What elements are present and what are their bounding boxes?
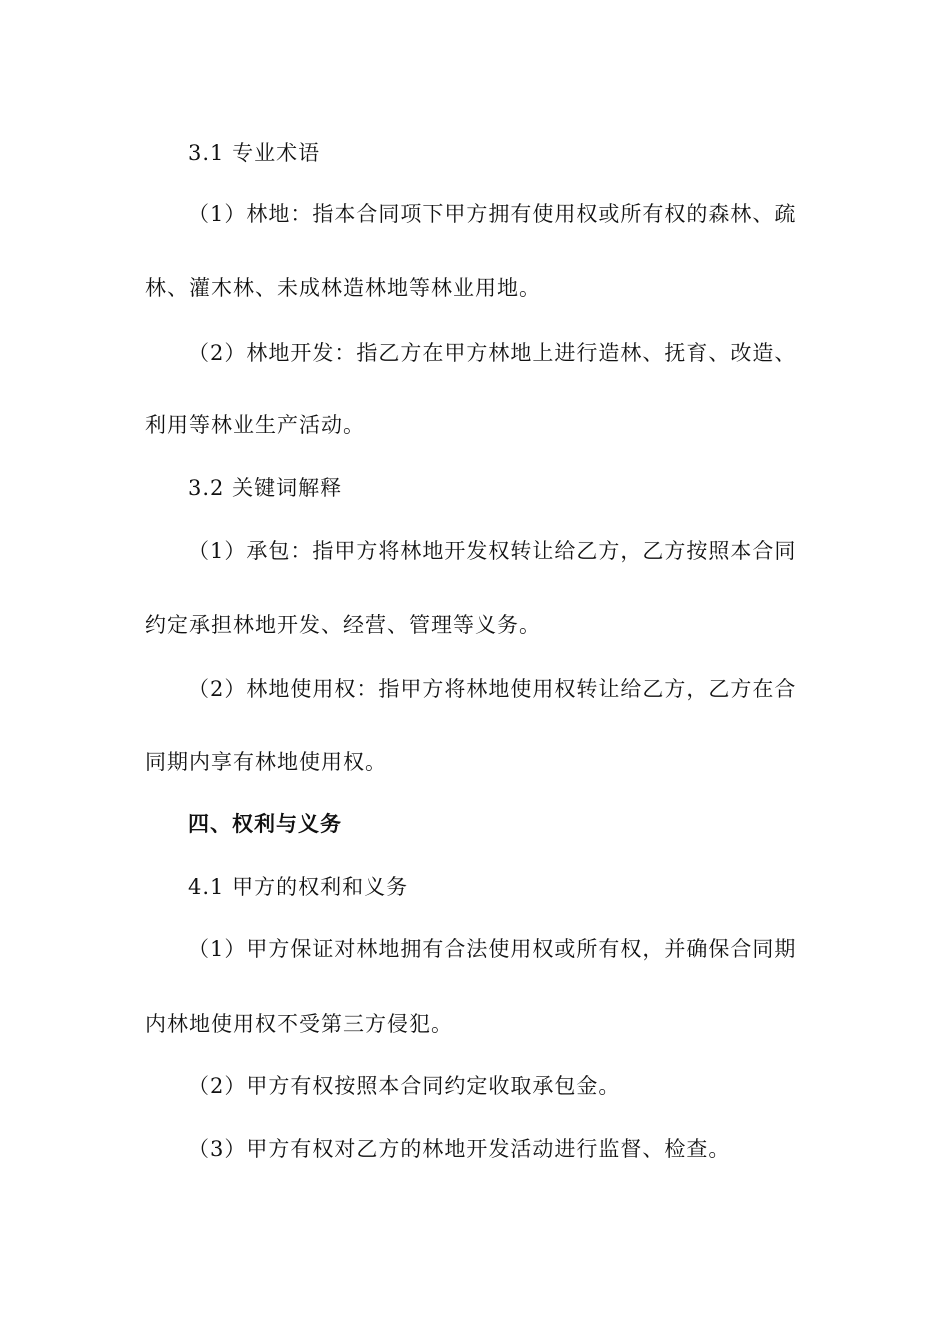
paragraph-line: （1）甲方保证对林地拥有合法使用权或所有权，并确保合同期 [188,937,797,961]
paragraph-line: （2）林地使用权：指甲方将林地使用权转让给乙方，乙方在合 [188,677,797,701]
paragraph-line: 林、灌木林、未成林造林地等林业用地。 [145,276,541,300]
subsection-heading-3-1: 3.1 专业术语 [188,141,321,165]
section-heading-4: 四、权利与义务 [188,812,342,836]
paragraph-line: 内林地使用权不受第三方侵犯。 [145,1012,453,1036]
paragraph-line: 同期内享有林地使用权。 [145,750,387,774]
subsection-heading-4-1: 4.1 甲方的权利和义务 [188,875,409,899]
paragraph-line: （2）甲方有权按照本合同约定收取承包金。 [188,1074,621,1098]
paragraph-line: （3）甲方有权对乙方的林地开发活动进行监督、检查。 [188,1137,731,1161]
paragraph-line: （1）林地：指本合同项下甲方拥有使用权或所有权的森林、疏 [188,202,797,226]
subsection-heading-3-2: 3.2 关键词解释 [188,476,343,500]
paragraph-line: （1）承包：指甲方将林地开发权转让给乙方，乙方按照本合同 [188,539,797,563]
paragraph-line: 利用等林业生产活动。 [145,413,365,437]
paragraph-line: （2）林地开发：指乙方在甲方林地上进行造林、抚育、改造、 [188,341,797,365]
paragraph-line: 约定承担林地开发、经营、管理等义务。 [145,613,541,637]
